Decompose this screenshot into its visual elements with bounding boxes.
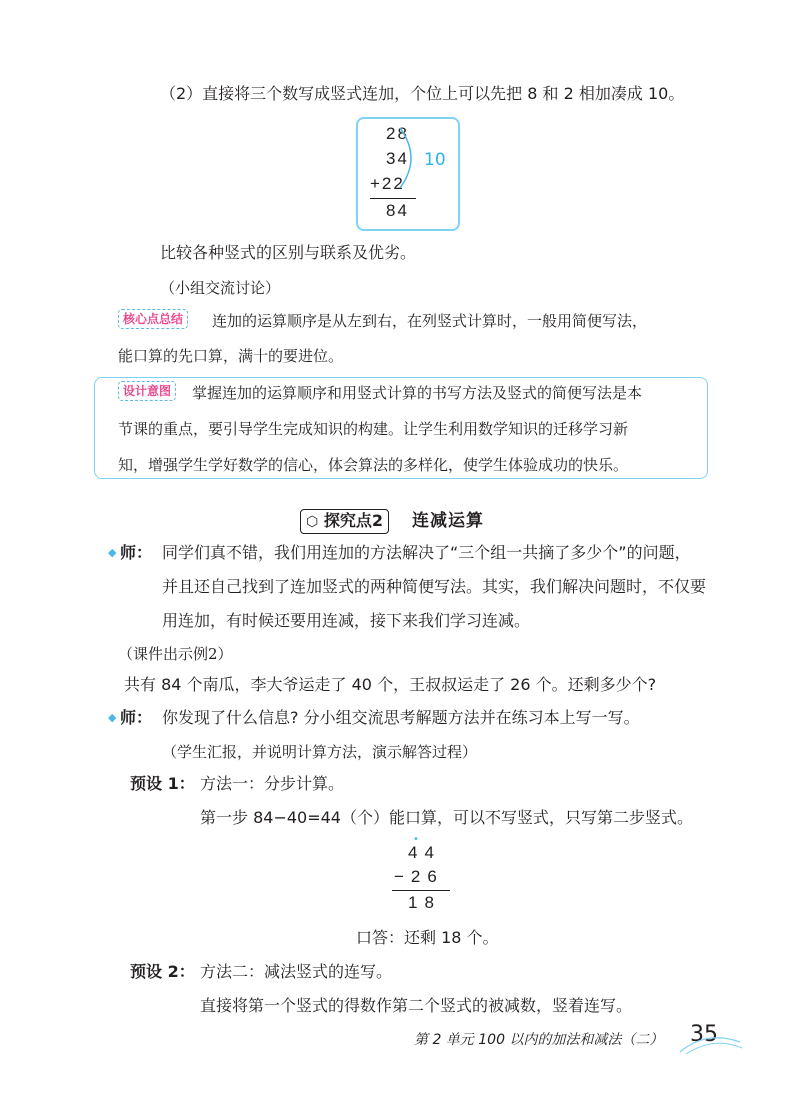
teacher2-label: 师：	[120, 708, 153, 727]
calc1-row2: 34	[386, 149, 409, 168]
student-report-note: （学生汇报，并说明计算方法，演示解答过程）	[162, 743, 478, 761]
calc2-result: 18	[408, 893, 441, 912]
calc1-row3: +22	[370, 174, 405, 193]
core-summary-line2: 能口算的先口算，满十的要进位。	[118, 347, 344, 365]
calc1-result: 84	[386, 201, 409, 220]
preset2-text: 方法二：减法竖式的连写。	[200, 962, 393, 981]
section-tag	[300, 509, 389, 534]
section-tag-label: 探究点2	[323, 511, 383, 530]
preset1-label: 预设 1：	[130, 774, 195, 793]
group-discuss-note: （小组交流讨论）	[160, 279, 281, 297]
pairing-arc-icon	[396, 122, 426, 194]
preset1-text: 方法一：分步计算。	[200, 774, 345, 793]
compare-line: 比较各种竖式的区别与联系及优劣。	[160, 243, 417, 262]
calc1-sum-line	[370, 198, 416, 199]
preset1-step: 第一步 84−40=44（个）能口算，可以不写竖式，只写第二步竖式。	[200, 808, 693, 827]
core-summary-badge: 核心点总结	[118, 309, 188, 329]
preset2-desc: 直接将第一个竖式的得数作第二个竖式的被减数，竖着连写。	[200, 996, 633, 1015]
calc1-annotation: 10	[424, 150, 446, 170]
section-title: 连减运算	[412, 511, 485, 531]
problem-statement: 共有 84 个南瓜，李大爷运走了 40 个，王叔叔运走了 26 个。还剩多少个?	[124, 675, 657, 694]
borrow-dot-icon: •	[413, 834, 419, 845]
section-heading	[300, 506, 484, 532]
teacher-bullet-icon: ◆	[108, 711, 117, 724]
teacher1-line1: 同学们真不错，我们用连加的方法解决了“三个组一共摘了多少个”的问题，	[162, 543, 691, 562]
design-intent-badge: 设计意图	[118, 381, 176, 401]
page-number: 35	[690, 1022, 718, 1047]
teacher1-line3: 用连加，有时候还要用连减，接下来我们学习连减。	[162, 611, 531, 630]
leaf-decoration-icon	[676, 1028, 746, 1058]
footer-unit: 第 2 单元 100 以内的加法和减法（二）	[414, 1032, 664, 1048]
teacher-bullet-icon: ◆	[108, 546, 117, 559]
calc2-row2: −26	[394, 867, 444, 886]
design-intent-line3: 知，增强学生学好数学的信心，体会算法的多样化，使学生体验成功的快乐。	[118, 456, 629, 474]
teacher1-label: 师：	[120, 543, 153, 562]
calc2-row1: 44	[408, 843, 441, 862]
courseware-note: （课件出示例2）	[118, 645, 233, 663]
design-intent-line1: 掌握连加的运算顺序和用竖式计算的书写方法及竖式的简便写法是本	[192, 384, 643, 402]
preset2-label: 预设 2：	[130, 962, 195, 981]
calc2-diff-line	[392, 890, 450, 891]
core-summary-line1: 连加的运算顺序是从左到右，在列竖式计算时，一般用简便写法，	[212, 312, 648, 330]
design-intent-line2: 节课的重点，要引导学生完成知识的构建。让学生利用数学知识的迁移学习新	[118, 420, 629, 438]
teacher2-line: 你发现了什么信息? 分小组交流思考解题方法并在练习本上写一写。	[162, 708, 640, 727]
teacher1-line2: 并且还自己找到了连加竖式的两种简便写法。其实，我们解决问题时，不仅要	[162, 577, 707, 596]
calc1-row1: 28	[386, 124, 409, 143]
cube-icon: ⬡	[306, 514, 319, 530]
intro-line: （2）直接将三个数写成竖式连加，个位上可以先把 8 和 2 相加凑成 10。	[160, 84, 685, 103]
answer-line: 口答：还剩 18 个。	[356, 928, 499, 947]
